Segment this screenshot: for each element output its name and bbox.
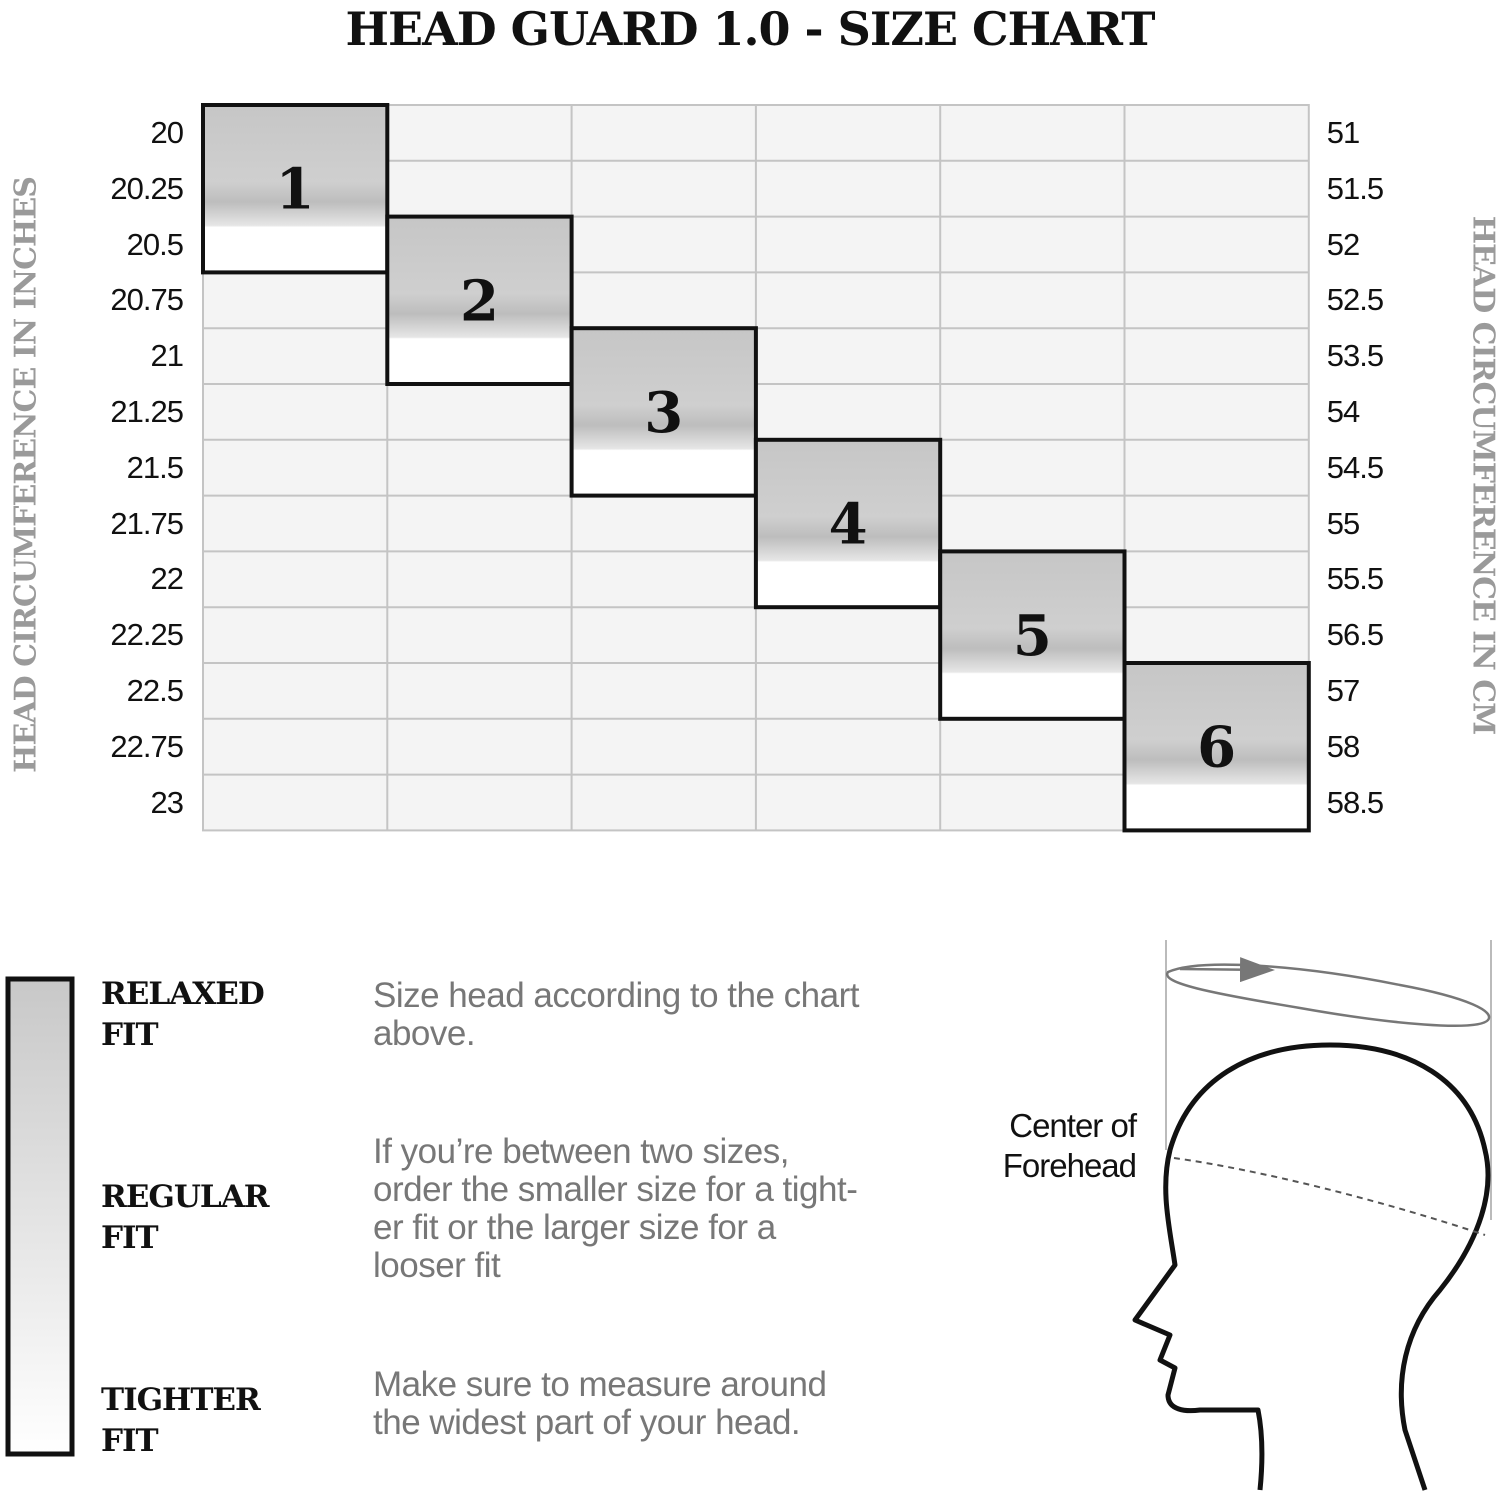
size-label-5: 5 xyxy=(1012,603,1052,670)
tape-ellipse xyxy=(1167,965,1489,1026)
legend-relaxed-fit: RELAXED FIT xyxy=(101,976,264,1053)
right-axis-title: HEAD CIRCUMFERENCE IN CM xyxy=(1465,215,1500,735)
fit-gradient-bar xyxy=(8,979,72,1454)
chart-title: HEAD GUARD 1.0 - SIZE CHART xyxy=(345,2,1155,56)
head-measure-diagram xyxy=(1135,940,1491,1490)
cm-tick-label: 58.5 xyxy=(1326,784,1384,820)
note-between-sizes: If you’re between two sizes, order the smaller size for a tight- er fit or the larger size for a looser fit xyxy=(373,1132,858,1285)
legend-regular-fit: REGULAR FIT xyxy=(101,1179,269,1256)
cm-tick-label: 56.5 xyxy=(1326,617,1384,653)
cm-tick-label: 54.5 xyxy=(1326,449,1384,485)
inch-tick-label: 20.75 xyxy=(110,282,183,318)
cm-tick-label: 51 xyxy=(1326,114,1360,150)
head-outline xyxy=(1135,1045,1488,1490)
cm-tick-label: 55.5 xyxy=(1326,561,1384,597)
inch-tick-label: 20.25 xyxy=(110,170,183,206)
inch-tick-label: 22.5 xyxy=(126,672,183,708)
left-axis-title: HEAD CIRCUMFERENCE IN INCHES xyxy=(8,177,44,773)
cm-tick-label: 55 xyxy=(1326,505,1360,541)
size-label-4: 4 xyxy=(828,491,868,558)
note-size-chart: Size head according to the chart above. xyxy=(373,976,859,1053)
cm-tick-label: 58 xyxy=(1326,728,1360,764)
cm-tick-label: 52.5 xyxy=(1326,282,1384,318)
inch-tick-label: 23 xyxy=(150,784,183,820)
cm-tick-label: 52 xyxy=(1326,226,1360,262)
inch-tick-label: 22.75 xyxy=(110,728,183,764)
inch-tick-label: 21.5 xyxy=(126,449,183,485)
inch-tick-label: 21.75 xyxy=(110,505,183,541)
size-label-1: 1 xyxy=(275,156,315,223)
inch-tick-label: 21 xyxy=(150,338,183,374)
measure-line xyxy=(1174,1158,1485,1235)
size-label-2: 2 xyxy=(459,268,499,335)
inch-tick-label: 22.25 xyxy=(110,617,183,653)
cm-tick-label: 57 xyxy=(1326,672,1360,708)
inch-tick-label: 20.5 xyxy=(126,226,183,262)
size-label-3: 3 xyxy=(644,379,684,446)
legend-tighter-fit: TIGHTER FIT xyxy=(101,1382,260,1459)
note-measure-widest: Make sure to measure around the widest part of your head. xyxy=(373,1365,827,1442)
cm-tick-label: 51.5 xyxy=(1326,170,1384,206)
size-label-6: 6 xyxy=(1197,714,1237,781)
center-of-forehead-label: Center of Forehead xyxy=(1002,1107,1136,1184)
inch-tick-label: 20 xyxy=(150,114,183,150)
inch-tick-label: 22 xyxy=(150,561,183,597)
inch-tick-label: 21.25 xyxy=(110,393,183,429)
cm-tick-label: 54 xyxy=(1326,393,1360,429)
arrow-icon xyxy=(1180,969,1270,970)
cm-tick-label: 53.5 xyxy=(1326,338,1384,374)
